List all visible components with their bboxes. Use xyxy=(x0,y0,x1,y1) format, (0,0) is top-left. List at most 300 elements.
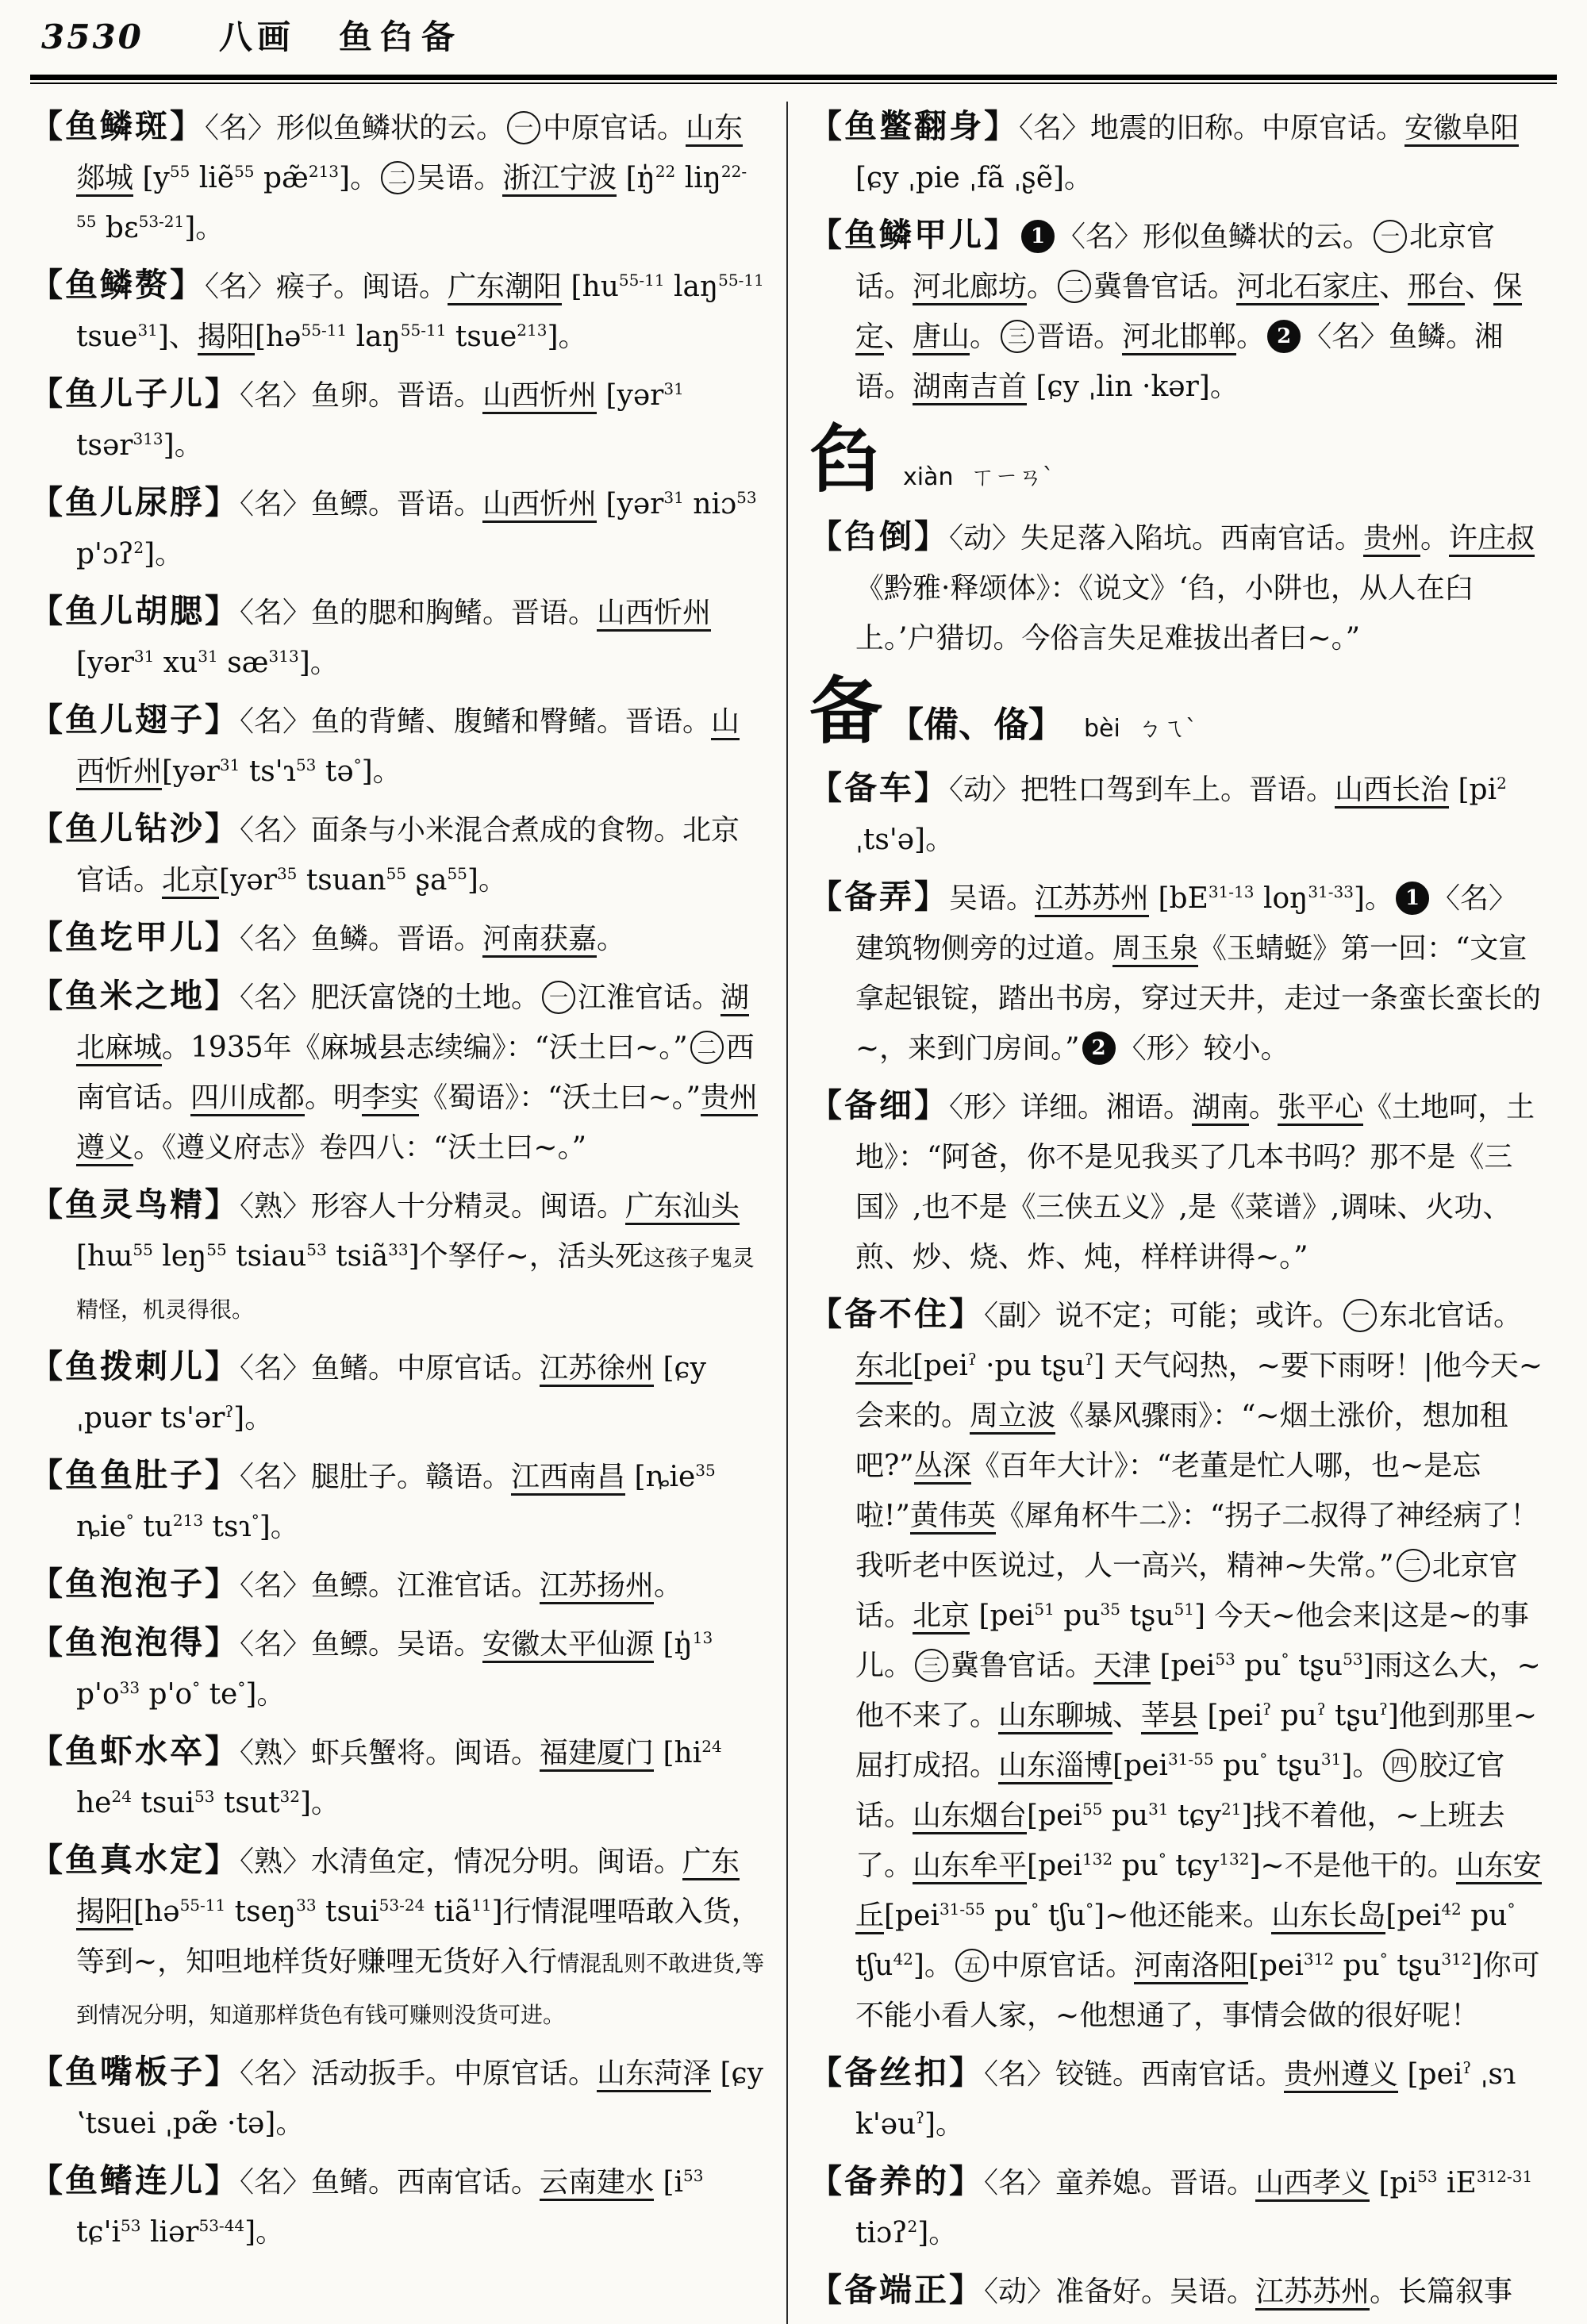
proper-noun: 贵州 xyxy=(1363,522,1420,557)
text-run: pu xyxy=(1054,1600,1101,1632)
text-run: 〈形〉详细。湘语。 xyxy=(949,1091,1193,1124)
tone-superscript: 31 xyxy=(219,755,240,774)
text-run: pu xyxy=(1235,1650,1282,1682)
text-run: ]。 xyxy=(259,1511,299,1543)
entry-headword: 【鱼鳞甲儿】 xyxy=(809,216,1019,254)
tone-superscript: 2 xyxy=(133,538,144,557)
proper-noun: 揭阳 xyxy=(198,321,255,355)
entry-headword: 【鱼鱼肚子】 xyxy=(30,1456,240,1494)
text-run: ]。 xyxy=(298,647,339,679)
circled-number: 二 xyxy=(1397,1549,1430,1582)
text-run: pæ̃ xyxy=(254,162,309,194)
proper-noun: 周立波 xyxy=(970,1400,1055,1435)
tone-superscript: 33 xyxy=(119,1678,140,1697)
dictionary-entry xyxy=(809,872,1544,1074)
entry-headword: 【鱼儿钻沙】 xyxy=(30,809,240,847)
tone-superscript: 53 xyxy=(306,1240,327,1259)
dictionary-entry xyxy=(30,1180,765,1335)
tone-superscript: ʔ xyxy=(225,1402,234,1421)
text-run: 〈名〉瘊子。闽语。 xyxy=(205,271,448,303)
proper-noun: 四川成都 xyxy=(190,1081,305,1116)
proper-noun: 北京 xyxy=(162,864,219,899)
text-run: ˌts'ə]。 xyxy=(855,824,955,856)
proper-noun: 河北邯郸 xyxy=(1122,321,1236,355)
proper-noun: 周玉泉 xyxy=(1112,932,1198,967)
text-run: 《黔雅·释颂体》：《说文》‘臽，小阱也，从人在臼上。’户猎切。今俗言失足难拔出者曰~。” xyxy=(855,572,1474,655)
text-run: 〈名〉鱼鳔。吴语。 xyxy=(240,1628,483,1661)
tone-superscript: ° xyxy=(353,755,362,774)
dictionary-entry xyxy=(30,1727,765,1828)
tone-superscript: 55 xyxy=(234,162,255,181)
text-run: tu xyxy=(133,1511,173,1543)
text-run: [yər xyxy=(162,755,220,788)
text-run: ]。 xyxy=(244,2216,285,2249)
text-run: 、 xyxy=(1379,271,1408,303)
proper-noun: 江苏徐州 xyxy=(540,1352,654,1387)
tone-superscript: 31-33 xyxy=(1308,882,1354,901)
text-run: ʂa xyxy=(406,864,448,897)
text-run: 北京官话。 xyxy=(855,1550,1518,1632)
text-run: 胶辽官话。 xyxy=(855,1750,1505,1832)
text-run: ]~他还能来。 xyxy=(1093,1900,1272,1932)
text-run: 晋语。 xyxy=(1036,321,1123,353)
text-run: pu xyxy=(1461,1900,1508,1932)
entry-headword: 【备细】 xyxy=(809,1086,949,1124)
text-run: ]行情混哩唔敢入货，等到~，知呾地样货好赚哩无货好入行 xyxy=(76,1896,760,1978)
text-run: tʂu xyxy=(1387,1949,1442,1982)
text-run: 、 xyxy=(884,321,913,353)
page-number: 3530 xyxy=(41,17,144,56)
entry-headword: 【鱼鳖翻身】 xyxy=(809,107,1019,145)
text-run: [ɕy ʽtsuei ˌpæ̃ ·tə]。 xyxy=(76,2057,764,2140)
text-run: 〈名〉童养媳。晋语。 xyxy=(984,2167,1256,2199)
tone-superscript: 55 xyxy=(169,162,190,181)
entry-headword: 【鱼米之地】 xyxy=(30,977,240,1015)
text-run: 〈副〉说不定；可能；或许。 xyxy=(984,1300,1342,1332)
dictionary-entry xyxy=(30,1835,765,2040)
text-run: ]。 xyxy=(163,429,203,462)
radical-pinyin: xiàn xyxy=(903,463,954,491)
proper-noun: 山东牟平 xyxy=(913,1850,1027,1884)
proper-noun: 广东潮阳 xyxy=(448,271,562,305)
tone-superscript: ° xyxy=(1507,1900,1516,1919)
text-run: ] 天气闷热，~要下雨呀！|他今天~会来的。 xyxy=(855,1350,1543,1432)
text-run: tsɿ xyxy=(203,1511,252,1543)
circled-number: 四 xyxy=(1383,1749,1416,1782)
text-run: [pei xyxy=(1398,2058,1463,2091)
text-run: ]。 xyxy=(467,864,507,897)
text-run: tʃu xyxy=(1039,1900,1086,1932)
text-run: tɕy xyxy=(1166,1850,1220,1882)
text-run: 。 xyxy=(970,321,999,353)
text-run: 〈名〉形似鱼鳞状的云。 xyxy=(205,112,505,144)
tone-superscript: 213 xyxy=(308,162,340,181)
proper-noun: 山西忻州 xyxy=(76,705,740,790)
text-run: [yər xyxy=(76,647,134,679)
text-run: ]。 xyxy=(339,162,379,194)
text-run: [pei xyxy=(913,1350,968,1382)
entry-headword: 【鱼泡泡得】 xyxy=(30,1623,240,1661)
tone-superscript: 13 xyxy=(692,1628,713,1647)
text-run: tə xyxy=(316,755,354,788)
tone-superscript: 31 xyxy=(137,321,158,340)
proper-noun: 张平心 xyxy=(1278,1091,1363,1126)
text-run: [pei xyxy=(1198,1700,1263,1732)
text-run: ]。 xyxy=(1353,882,1394,915)
text-run: 。 xyxy=(654,1569,683,1602)
text-run: 中原官话。 xyxy=(990,1949,1134,1982)
proper-noun: 贵州遵义 xyxy=(76,1081,758,1166)
text-run: 北京官话。 xyxy=(855,221,1496,303)
text-run: tseŋ xyxy=(225,1896,297,1928)
proper-noun: 湖南 xyxy=(1192,1091,1249,1126)
proper-noun: 安徽太平仙源 xyxy=(482,1628,654,1663)
proper-noun: 浙江宁波 xyxy=(502,162,617,197)
text-run: 〈名〉形似鱼鳞状的云。 xyxy=(1057,221,1372,253)
tone-superscript: ° xyxy=(192,1678,201,1697)
tone-superscript: ʔ xyxy=(916,2108,924,2127)
text-run: 东北官话。 xyxy=(1379,1300,1523,1332)
proper-noun: 江苏扬州 xyxy=(540,1569,654,1604)
tone-superscript: 55 xyxy=(206,1240,227,1259)
entry-headword: 【鱼鳞赘】 xyxy=(30,266,205,304)
right-column xyxy=(809,102,1544,2324)
proper-noun: 许庄叔 xyxy=(1449,522,1535,557)
entry-headword: 【鱼泡泡子】 xyxy=(30,1565,240,1603)
tone-superscript: 55-11 xyxy=(718,271,764,290)
entry-headword: 【备弄】 xyxy=(809,878,949,916)
text-run: ]他到那里~屈打成招。 xyxy=(855,1700,1538,1782)
tone-superscript: 33 xyxy=(388,1240,409,1259)
tone-superscript: 31-55 xyxy=(1167,1750,1214,1769)
filled-circled-number: 2 xyxy=(1082,1031,1116,1065)
text-run: [pi xyxy=(1370,2167,1418,2199)
text-run: 。 xyxy=(1236,321,1266,353)
tone-superscript: 42 xyxy=(1441,1900,1462,1919)
text-run: tɕ'i xyxy=(76,2216,121,2249)
text-run: [hə xyxy=(254,321,302,353)
text-run: sæ xyxy=(217,647,269,679)
text-run: tsue xyxy=(76,321,138,353)
dictionary-entry xyxy=(30,478,765,579)
tone-superscript: 55-11 xyxy=(301,321,348,340)
small-gloss-text: 情混乱则不敢进货,等到情况分明，知道那样货色有钱可赚则没货可进。 xyxy=(76,1950,765,2028)
dictionary-entry xyxy=(809,512,1544,663)
text-run: tsut xyxy=(214,1787,280,1819)
tone-superscript: ° xyxy=(1379,1949,1388,1969)
radical-character: 臽 xyxy=(809,417,883,502)
tone-superscript: ʔ xyxy=(1316,1700,1326,1719)
proper-noun: 山西忻州 xyxy=(482,379,597,414)
text-run: ]。 xyxy=(184,212,225,244)
dictionary-entry xyxy=(809,2265,1544,2317)
radical-header xyxy=(809,417,1544,502)
tone-superscript: ʔ xyxy=(1085,1350,1094,1369)
text-run: 〈动〉失足落入陷坑。西南官话。 xyxy=(949,522,1364,555)
tone-superscript: ʔ xyxy=(1379,1700,1388,1719)
radical-header xyxy=(809,668,1544,754)
text-run: 〈熟〉水清鱼定，情况分明。闽语。 xyxy=(240,1846,683,1878)
entry-headword: 【鱼圪甲儿】 xyxy=(30,918,240,956)
proper-noun: 山东聊城 xyxy=(998,1700,1112,1734)
text-run: tɕy xyxy=(1168,1800,1221,1832)
text-run: te xyxy=(200,1678,238,1711)
tone-superscript: 313 xyxy=(133,429,163,448)
tone-superscript: 51 xyxy=(1034,1600,1055,1619)
entry-headword: 【鱼儿胡腮】 xyxy=(30,592,240,630)
text-run: 《蜀语》：“沃土曰~。” xyxy=(419,1081,701,1114)
proper-noun: 邢台 xyxy=(1408,271,1465,305)
text-run: 〈名〉鱼鳍。西南官话。 xyxy=(240,2166,540,2199)
proper-noun: 云南建水 xyxy=(540,2166,654,2201)
tone-superscript: 55 xyxy=(447,864,467,883)
left-column xyxy=(30,102,765,2324)
text-run: 〈名〉鱼鳔。江淮官话。 xyxy=(240,1569,540,1602)
header-rule xyxy=(30,75,1557,84)
entry-headword: 【备养的】 xyxy=(809,2162,984,2200)
text-run: leŋ xyxy=(152,1240,207,1273)
proper-noun: 福建厦门 xyxy=(540,1737,654,1772)
dictionary-entry xyxy=(30,102,765,253)
tone-superscript: 31 xyxy=(1320,1750,1342,1769)
proper-noun: 山东淄博 xyxy=(998,1750,1112,1784)
proper-noun: 湖北麻城 xyxy=(76,981,749,1066)
text-run: laŋ xyxy=(664,271,719,303)
radical-zhuyin: ㄒㄧㄢˋ xyxy=(970,463,1055,491)
text-run: 。1935年《麻城县志续编》：“沃土曰~。” xyxy=(162,1031,688,1064)
tone-superscript: ° xyxy=(251,1511,259,1530)
text-run: ]你可不能小看人家，~他想通了，事情会做的很好呢！ xyxy=(855,1949,1540,2032)
dictionary-entry xyxy=(30,1618,765,1719)
tone-superscript: ° xyxy=(1158,1850,1166,1869)
proper-noun: 东北 xyxy=(855,1350,913,1385)
text-run: [y xyxy=(133,162,170,194)
text-run: 。长篇叙事 xyxy=(1370,2276,1513,2308)
proper-noun: 河北廊坊 xyxy=(913,271,1027,305)
text-run: 。 xyxy=(597,923,626,955)
text-run: 《百年大计》：“老董是忙人哪，也~是忘啦!” xyxy=(855,1450,1481,1532)
tone-superscript: 31-13 xyxy=(1208,882,1255,901)
text-run: tʃu xyxy=(855,1949,893,1982)
tone-superscript: 31 xyxy=(133,647,155,666)
text-run: tsui xyxy=(131,1787,195,1819)
text-run: 〈名〉鱼的腮和胸鳍。晋语。 xyxy=(240,597,598,629)
text-run: 冀鲁官话。 xyxy=(951,1650,1094,1682)
proper-noun: 莘县 xyxy=(1141,1700,1198,1734)
text-run: 《玉蜻蜓》第一回：“文宣拿起银锭，踏出书房，穿过天井，走过一条蛮长蛮长的~，来到门房间。” xyxy=(855,932,1542,1065)
text-run: [pei xyxy=(1027,1800,1082,1832)
text-run: [ɕy ˌpuər ts'ər xyxy=(76,1352,707,1435)
tone-superscript: 53 xyxy=(121,2216,141,2235)
radical-variant-forms: 【備、俻】 xyxy=(889,705,1064,745)
text-run: ]个孥仔~，活头死 xyxy=(408,1240,644,1273)
proper-noun: 山东菏泽 xyxy=(597,2057,711,2092)
dictionary-entry xyxy=(30,1559,765,1611)
text-run: [bE xyxy=(1149,882,1209,915)
text-run: ]。 xyxy=(547,321,587,353)
proper-noun: 安徽阜阳 xyxy=(1404,112,1519,147)
entry-headword: 【鱼拨刺儿】 xyxy=(30,1347,240,1385)
text-run: pu xyxy=(1271,1700,1317,1732)
small-gloss-text: 这孩子鬼灵精怪，机灵得很。 xyxy=(76,1245,755,1323)
tone-superscript: 32 xyxy=(279,1787,300,1806)
tone-superscript: 55 xyxy=(1082,1800,1103,1819)
text-run: [pei xyxy=(970,1600,1035,1632)
tone-superscript: 53 xyxy=(1215,1650,1235,1669)
page-header xyxy=(30,11,1557,70)
tone-superscript: ʔ xyxy=(967,1350,977,1369)
text-run: 〈名〉铰链。西南官话。 xyxy=(984,2058,1285,2091)
tone-superscript: 53 xyxy=(736,488,757,507)
text-run: 〈名〉地震的旧称。中原官话。 xyxy=(1019,112,1405,144)
text-run: tiɔʔ xyxy=(855,2217,908,2249)
text-run: ts'ɿ xyxy=(240,755,296,788)
text-run: 〈形〉较小。 xyxy=(1117,1032,1289,1065)
text-run: tsui xyxy=(316,1896,379,1928)
dictionary-entry xyxy=(809,2157,1544,2258)
text-run: [yər xyxy=(597,488,664,520)
text-run: 〈名〉鱼鳞。晋语。 xyxy=(240,923,483,955)
dictionary-entry xyxy=(30,695,765,797)
text-run: bɛ xyxy=(96,212,139,244)
tone-superscript: 31-55 xyxy=(939,1900,986,1919)
text-run: 。 xyxy=(1027,271,1056,303)
text-run: tʂu xyxy=(1289,1650,1343,1682)
entry-headword: 【备丝扣】 xyxy=(809,2053,984,2092)
text-run: 、 xyxy=(1465,271,1494,303)
dictionary-entry xyxy=(30,1450,765,1552)
text-run: tsiau xyxy=(226,1240,307,1273)
text-run: 〈动〉准备好。吴语。 xyxy=(984,2276,1256,2308)
proper-noun: 河南获嘉 xyxy=(482,923,597,958)
circled-number: 二 xyxy=(690,1031,724,1064)
text-run: [yər xyxy=(597,379,664,412)
text-run: he xyxy=(76,1787,112,1819)
proper-noun: 广东汕头 xyxy=(625,1190,740,1225)
entry-headword: 【鱼鳍连儿】 xyxy=(30,2161,240,2199)
proper-noun: 北京 xyxy=(913,1600,970,1634)
tone-superscript: ° xyxy=(237,1678,246,1697)
radical-pinyin: bèi xyxy=(1084,715,1120,743)
text-run: 〈名〉鱼卵。晋语。 xyxy=(240,379,483,412)
text-run: [ŋ̍ xyxy=(654,1628,693,1661)
text-run: ]。 xyxy=(245,1678,286,1711)
proper-noun: 山西孝义 xyxy=(1255,2167,1370,2202)
entry-headword: 【鱼嘴板子】 xyxy=(30,2053,240,2091)
tone-superscript: 312-31 xyxy=(1476,2167,1533,2186)
proper-noun: 保定 xyxy=(855,271,1522,355)
text-run: 。 xyxy=(1420,522,1450,555)
text-run: ȵie xyxy=(76,1511,126,1543)
text-run: 《土地呵，土地》：“阿爸，你不是见我买了几本书吗？那不是《三国》,也不是《三侠五义》,是《菜谱》,调味、火功、煎、炒、烧、炸、炖，样样讲得~。” xyxy=(855,1091,1535,1273)
tone-superscript: 313 xyxy=(268,647,299,666)
text-run: laŋ xyxy=(347,321,401,353)
text-run: 西南官话。 xyxy=(76,1031,755,1114)
proper-noun: 河南洛阳 xyxy=(1134,1949,1248,1984)
section-characters: 鱼臽备 xyxy=(338,17,463,56)
proper-noun: 江苏苏州 xyxy=(1035,882,1149,917)
tone-superscript: 312 xyxy=(1303,1949,1335,1969)
text-run: pu xyxy=(985,1900,1032,1932)
radical-character: 备 xyxy=(809,668,883,754)
text-run: [pei xyxy=(1385,1900,1442,1932)
text-run: 。明 xyxy=(305,1081,363,1114)
tone-superscript: 55 xyxy=(386,864,407,883)
filled-circled-number: 1 xyxy=(1021,220,1055,253)
text-run: 〈名〉腿肚子。赣语。 xyxy=(240,1461,512,1493)
text-run: pu xyxy=(1334,1949,1380,1982)
tone-superscript: 33 xyxy=(296,1896,317,1915)
tone-superscript: 53 xyxy=(295,755,317,774)
dictionary-entry xyxy=(30,912,765,964)
text-run: ]~不是他干的。 xyxy=(1249,1850,1456,1882)
text-run: ]。 xyxy=(361,755,402,788)
tone-superscript: 22 xyxy=(655,162,676,181)
text-run: 〈名〉肥沃富饶的土地。 xyxy=(240,981,540,1014)
circled-number: 一 xyxy=(1343,1299,1377,1332)
tone-superscript: 132 xyxy=(1082,1850,1113,1869)
proper-noun: 天津 xyxy=(1093,1650,1151,1684)
dictionary-entry xyxy=(809,2048,1544,2149)
proper-noun: 山西长治 xyxy=(1335,774,1449,809)
entry-headword: 【鱼儿尿脬】 xyxy=(30,483,240,521)
text-run: [pei xyxy=(1027,1850,1082,1882)
dictionary-entry xyxy=(809,763,1544,865)
tone-superscript: 53 xyxy=(1343,1650,1363,1669)
tone-superscript: 22-55 xyxy=(76,162,747,231)
tone-superscript: 24 xyxy=(111,1787,132,1806)
dictionary-entry xyxy=(30,2156,765,2257)
text-run: pu xyxy=(1102,1800,1149,1832)
text-run: 《犀角杯牛二》：“拐子二叔得了神经病了！我听老中医说过，人一高兴，精神~失常。” xyxy=(855,1500,1539,1582)
text-run: 〈熟〉形容人十分精灵。闽语。 xyxy=(240,1190,626,1223)
dictionary-entry xyxy=(30,2047,765,2149)
tone-superscript: 35 xyxy=(695,1461,716,1480)
text-run: 吴语。 xyxy=(949,882,1036,915)
entry-headword: 【鱼灵鸟精】 xyxy=(30,1185,240,1223)
entry-headword: 【臽倒】 xyxy=(809,517,949,555)
dictionary-entry xyxy=(809,1289,1544,2041)
proper-noun: 山东安丘 xyxy=(855,1850,1542,1934)
tone-superscript: 55-11 xyxy=(179,1896,226,1915)
tone-superscript: 213 xyxy=(517,321,548,340)
text-run: 、 xyxy=(1112,1700,1142,1732)
tone-superscript: ° xyxy=(1281,1650,1289,1669)
entry-headword: 【鱼虾水卒】 xyxy=(30,1732,240,1770)
dictionary-entry xyxy=(30,804,765,905)
circled-number: 二 xyxy=(381,161,414,194)
text-run: tiã xyxy=(425,1896,472,1928)
text-run: ]找不着他，~上班去了。 xyxy=(855,1800,1505,1882)
text-run: [ȵie xyxy=(625,1461,696,1493)
text-run: xu xyxy=(154,647,198,679)
text-run: 吴语。 xyxy=(417,162,503,194)
text-run: tʂu xyxy=(1120,1600,1174,1632)
text-run: [pi xyxy=(1449,774,1497,806)
text-run: [hu xyxy=(562,271,619,303)
dictionary-entry xyxy=(30,971,765,1173)
proper-noun: 贵州遵义 xyxy=(1284,2058,1398,2093)
circled-number: 三 xyxy=(915,1649,948,1682)
tone-superscript: 53 xyxy=(1417,2167,1438,2186)
proper-noun: 黄伟英 xyxy=(910,1500,996,1535)
text-run: 〈名〉鱼鳔。晋语。 xyxy=(240,488,483,520)
text-run: 。《遵义府志》卷四八：“沃土曰~。” xyxy=(133,1131,586,1164)
proper-noun: 湖南吉首 xyxy=(913,371,1027,405)
text-run: [pei xyxy=(1112,1750,1168,1782)
text-run: loŋ xyxy=(1254,882,1308,915)
tone-superscript: ʔ xyxy=(1262,1700,1272,1719)
